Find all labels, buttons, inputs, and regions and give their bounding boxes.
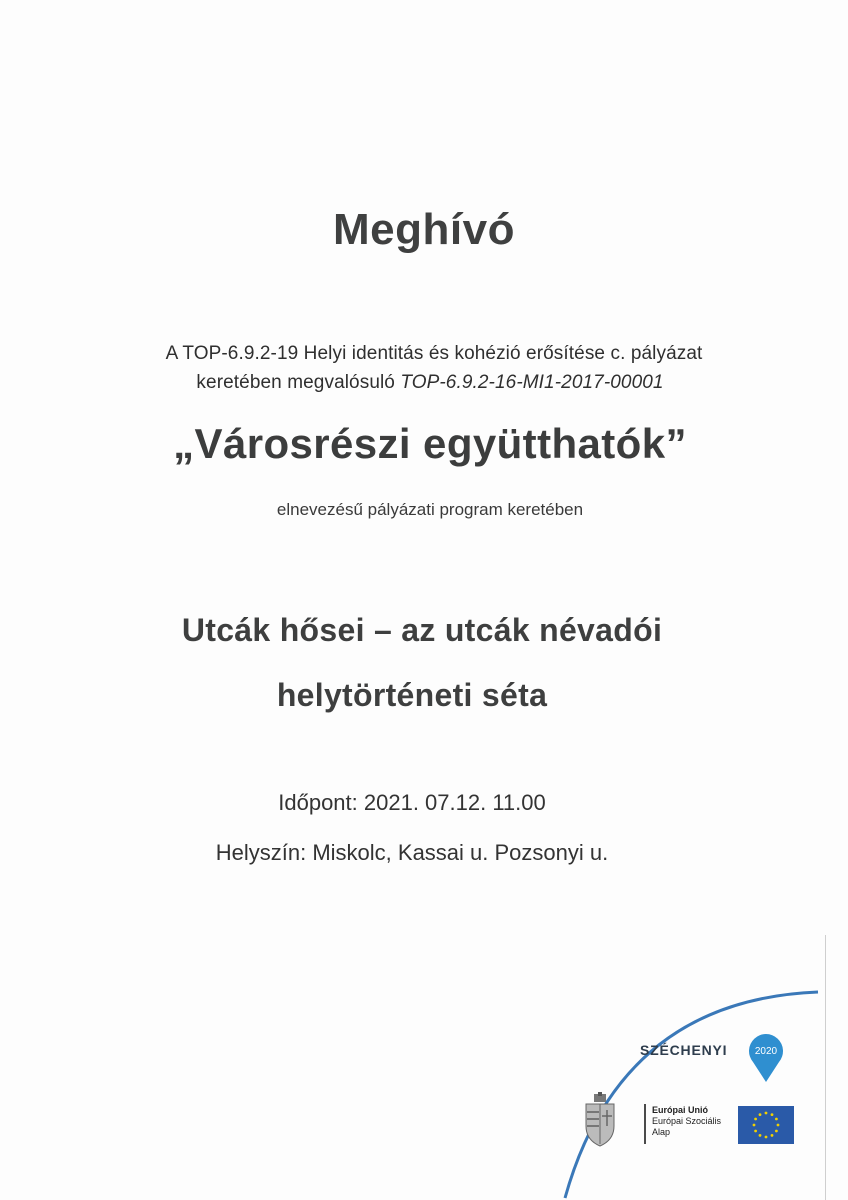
- event-title-line-2: helytörténeti séta: [276, 677, 548, 713]
- eu-line-2: Európai Szociális: [652, 1116, 722, 1126]
- szechenyi-logo-label: [640, 1042, 727, 1058]
- eu-fund-label: [652, 1105, 721, 1138]
- program-subtitle: elnevezésű pályázati program keretében: [276, 500, 584, 519]
- intro-line-2: [6, 372, 848, 394]
- eu-line-3: Alap: [652, 1127, 671, 1137]
- szechenyi-pin-icon: [745, 1028, 787, 1084]
- hungarian-coat-of-arms-icon: [582, 1092, 618, 1148]
- event-location: Helyszín: Miskolc, Kassai u. Pozsonyi u.: [215, 840, 609, 865]
- szechenyi-arc: [560, 970, 830, 1200]
- intro-line-2-prefix: keretében megvalósuló: [196, 372, 401, 393]
- szechenyi-year: 2020: [754, 1046, 778, 1057]
- eu-flag-icon: [738, 1106, 794, 1144]
- eu-line-1: Európai Unió: [652, 1105, 708, 1115]
- program-name: „Városrészi együtthatók”: [173, 420, 687, 467]
- page-title: Meghívó: [333, 205, 515, 254]
- project-code: TOP-6.9.2-16-MI1-2017-00001: [400, 372, 664, 393]
- szechenyi-label-text: SZÉCHENYI: [640, 1042, 728, 1058]
- event-time: Időpont: 2021. 07.12. 11.00: [278, 790, 546, 815]
- intro-line-1: A TOP-6.9.2-19 Helyi identitás és kohézió erősítése c. pályázat: [165, 343, 703, 364]
- event-title-line-1: Utcák hősei – az utcák névadói: [181, 612, 663, 648]
- logo-divider: [644, 1104, 646, 1144]
